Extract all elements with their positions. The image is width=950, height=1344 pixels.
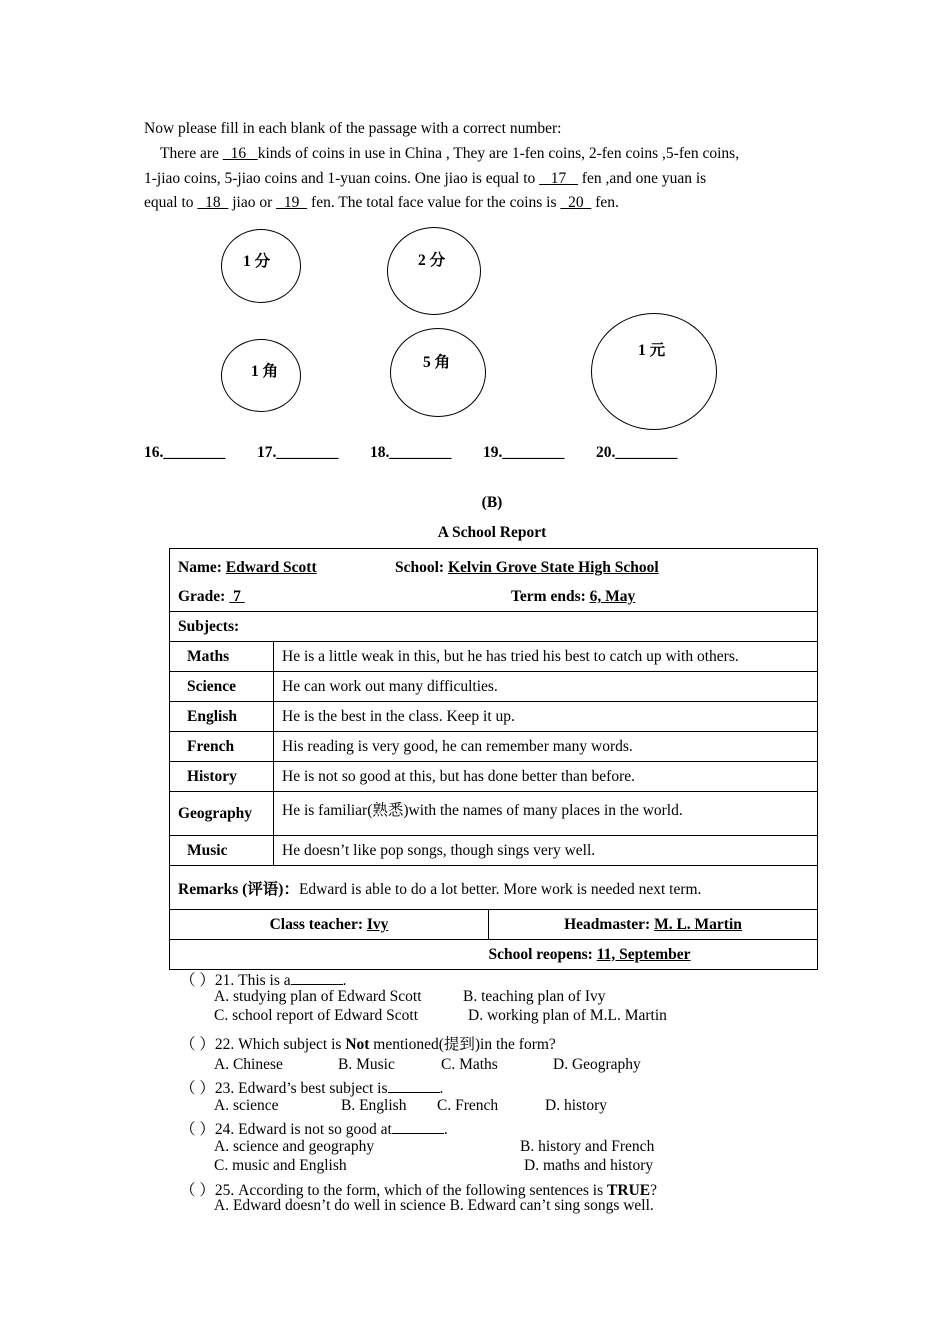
subject-comment: He is familiar(熟悉)with the names of many places in the world. [274,792,818,836]
question-22: （ ）22. Which subject is Not mentioned(提到)in the form? [180,1036,556,1053]
blank-19: 19 [283,194,300,211]
reopens-date: 11, September [596,945,691,963]
blank-16: 16 [230,145,247,162]
passage-text: equal to [144,194,198,211]
subject-name: English [170,702,274,732]
subject-comment: He is the best in the class. Keep it up. [274,702,818,732]
answer-17: 17.________ [257,444,339,461]
q22-option-d: D. Geography [553,1056,641,1073]
remarks-cell [170,866,818,910]
question-21: （ ）21. This is a . [180,972,347,989]
passage-text: fen. [591,194,619,211]
class-teacher-name: Ivy [366,915,389,933]
coin-1-fen: 1 分 [221,229,301,303]
remarks-label: Remarks (评语)： [178,880,299,898]
coin-1-yuan: 1 元 [591,313,717,430]
q24-option-b: B. history and French [520,1138,655,1155]
class-teacher-cell: Class teacher: Ivy [170,910,489,940]
q23-option-b: B. English [341,1097,407,1114]
grade-value: 7 [233,588,241,605]
question-23: （ ）23. Edward’s best subject is . [180,1080,444,1097]
q24-option-a: A. science and geography [214,1138,375,1155]
report-title: A School Report [437,524,547,541]
subject-comment: He is a little weak in this, but he has tried his best to catch up with others. [274,642,818,672]
subject-comment: He is not so good at this, but has done better than before. [274,762,818,792]
q25-options-ab: A. Edward doesn’t do well in science B. Edward can’t sing songs well. [214,1197,654,1214]
headmaster-cell: Headmaster: M. L. Martin [489,910,818,940]
q23-option-c: C. French [437,1097,499,1114]
answer-19: 19.________ [483,444,565,461]
subject-comment: He doesn’t like pop songs, though sings very well. [274,836,818,866]
answer-16: 16.________ [144,444,226,461]
subject-name: Geography [170,792,274,836]
term-ends-value: 6, May [589,588,636,605]
blank-18: 18 [205,194,221,211]
remarks-text: Edward is able to do a lot better. More work is needed next term. [298,880,702,898]
subject-comment: He can work out many difficulties. [274,672,818,702]
passage-text: kinds of coins in use in China , They are 1-fen coins, 2-fen coins ,5-fen coins, [257,145,740,162]
student-name: Edward Scott [225,559,317,576]
passage-text: fen. The total face value for the coins is [307,194,561,211]
coin-5-jiao: 5 角 [390,328,486,417]
q23-option-d: D. history [545,1097,607,1114]
q22-option-c: C. Maths [441,1056,498,1073]
q21-option-c: C. school report of Edward Scott [214,1007,419,1024]
instruction-text: Now please fill in each blank of the passage with a correct number: [144,120,562,137]
passage-text: jiao or [228,194,277,211]
subject-name: Maths [170,642,274,672]
subject-name: History [170,762,274,792]
coin-1-jiao: 1 角 [221,339,301,412]
answer-20: 20.________ [596,444,678,461]
student-info-cell: Name: Edward Scott School: Kelvin Grove State High School Grade: 7 Term ends: 6, May [170,549,818,612]
q22-option-a: A. Chinese [214,1056,283,1073]
passage-text: There are [160,145,223,162]
q24-option-c: C. music and English [214,1157,347,1174]
blank-20: 20 [568,194,584,211]
coin-2-fen: 2 分 [387,227,481,315]
subject-comment: His reading is very good, he can remember many words. [274,732,818,762]
school-name: Kelvin Grove State High School [447,559,659,576]
passage-line-3 [144,194,619,212]
headmaster-name: M. L. Martin [654,915,742,933]
answer-18: 18.________ [370,444,452,461]
section-label: (B) [481,494,503,511]
subjects-heading: Subjects: [170,612,818,642]
blank-17: 17 [550,170,567,187]
q24-option-d: D. maths and history [524,1157,654,1174]
passage-text: 1-jiao coins, 5-jiao coins and 1-yuan coins. One jiao is equal to [144,170,540,187]
question-24: （ ）24. Edward is not so good at . [180,1121,448,1138]
q22-option-b: B. Music [338,1056,395,1073]
passage-text: fen ,and one yuan is [577,170,707,187]
q21-option-b: B. teaching plan of Ivy [463,988,606,1005]
q21-option-a: A. studying plan of Edward Scott [214,988,422,1005]
subject-name: Music [170,836,274,866]
q21-option-d: D. working plan of M.L. Martin [468,1007,667,1024]
subject-name: French [170,732,274,762]
passage-line-1 [160,145,739,163]
passage-line-2 [144,170,706,188]
question-25: （ ）25. According to the form, which of the following sentences is TRUE? [180,1182,657,1199]
reopens-cell: School reopens: 11, September [170,940,818,970]
q23-option-a: A. science [214,1097,279,1114]
school-report-table [169,548,818,970]
subject-name: Science [170,672,274,702]
